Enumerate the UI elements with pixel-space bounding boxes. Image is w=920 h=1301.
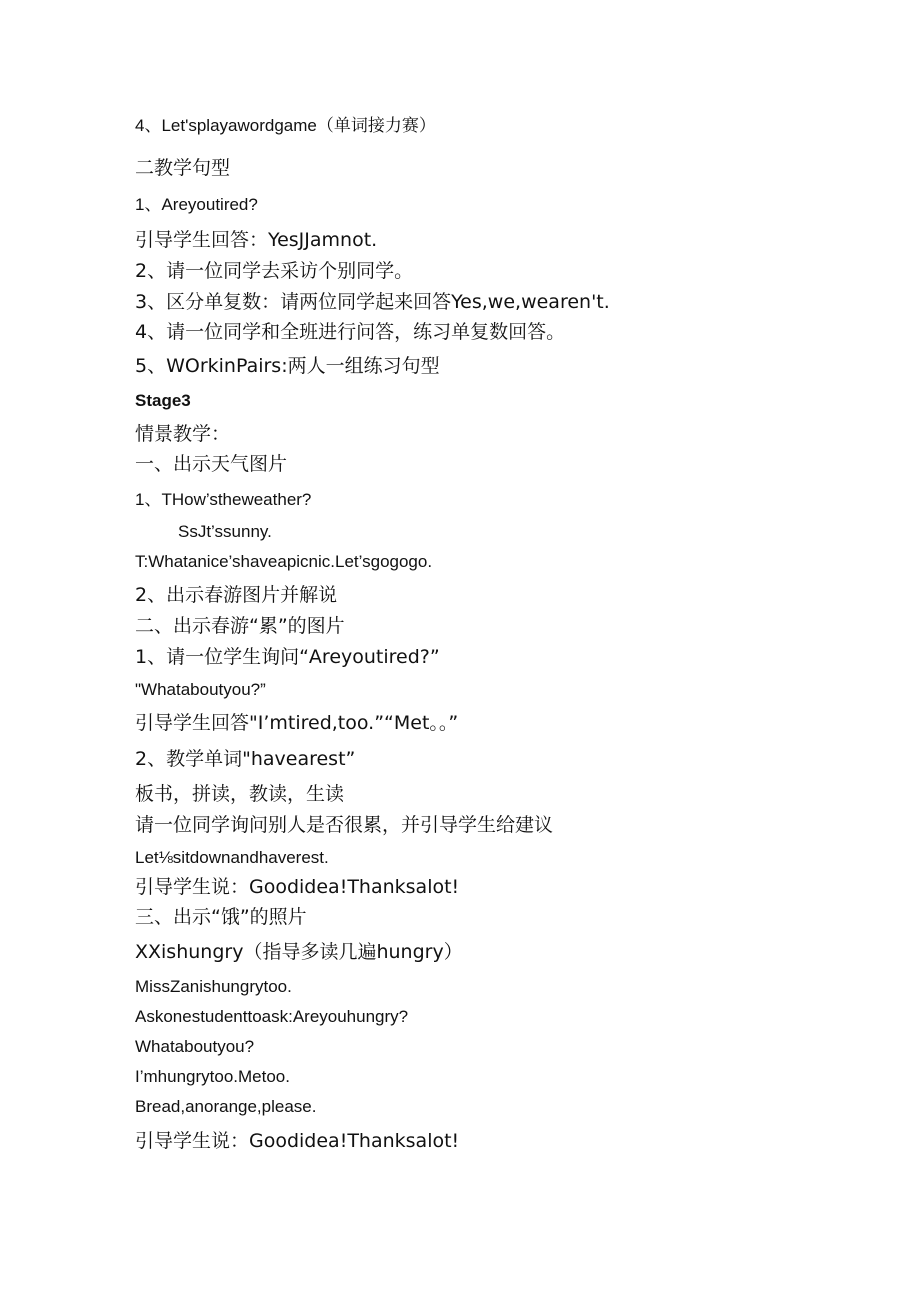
text-line-24: 引导学生说：Goodidea!Thanksalot!	[135, 876, 460, 898]
text-line-28: Askonestudenttoask:Areyouhungry?	[135, 1007, 409, 1026]
text-line-22: 请一位同学询问别人是否很累，并引导学生给建议	[135, 814, 554, 836]
text-line-2: 二教学句型	[135, 157, 231, 179]
text-line-4: 引导学生回答：YesJJamnot.	[135, 229, 378, 251]
text-line-32: 引导学生说：Goodidea!Thanksalot!	[135, 1130, 460, 1152]
text-line-13: SsJt’ssunny.	[178, 522, 272, 541]
text-line-6: 3、区分单复数：请两位同学起来回答Yes,we,wearen't.	[135, 291, 610, 313]
text-line-25: 三、出示“饿”的照片	[135, 906, 307, 928]
text-line-31: Bread,anorange,please.	[135, 1097, 317, 1116]
text-line-21: 板书，拼读，教读，生读	[135, 783, 345, 805]
text-line-14: T:Whatanice’shaveapicnic.Let’sgogogo.	[135, 552, 433, 571]
stage-heading: Stage3	[135, 391, 191, 410]
text-line-15: 2、出示春游图片并解说	[135, 584, 338, 606]
text-line-20: 2、教学单词"havearest”	[135, 748, 356, 770]
text-line-5: 2、请一位同学去采访个别同学。	[135, 260, 414, 282]
text-line-29: Whataboutyou?	[135, 1037, 255, 1056]
text-line-7: 4、请一位同学和全班进行问答，练习单复数回答。	[135, 321, 566, 343]
text-line-1: 4、Let'splayawordgame（单词接力赛）	[135, 116, 436, 135]
text-line-30: I’mhungrytoo.Metoo.	[135, 1067, 290, 1086]
text-line-18: "Whataboutyou?”	[135, 680, 266, 699]
text-line-3: 1、Areyoutired?	[135, 195, 258, 214]
text-line-27: MissZanishungrytoo.	[135, 977, 292, 996]
text-line-12: 1、THow’stheweather?	[135, 490, 312, 509]
text-line-19: 引导学生回答"I’mtired,too.”“Met。。”	[135, 712, 459, 734]
text-line-10: 情景教学：	[135, 423, 231, 445]
text-line-23: Let⅛sitdownandhaverest.	[135, 848, 329, 867]
text-line-26: XXishungry（指导多读几遍hungry）	[135, 941, 463, 963]
text-line-11: 一、出示天气图片	[135, 453, 288, 475]
text-line-17: 1、请一位学生询问“Areyoutired?”	[135, 646, 440, 668]
text-line-16: 二、出示春游“累”的图片	[135, 615, 345, 637]
text-line-8: 5、WOrkinPairs:两人一组练习句型	[135, 355, 440, 377]
